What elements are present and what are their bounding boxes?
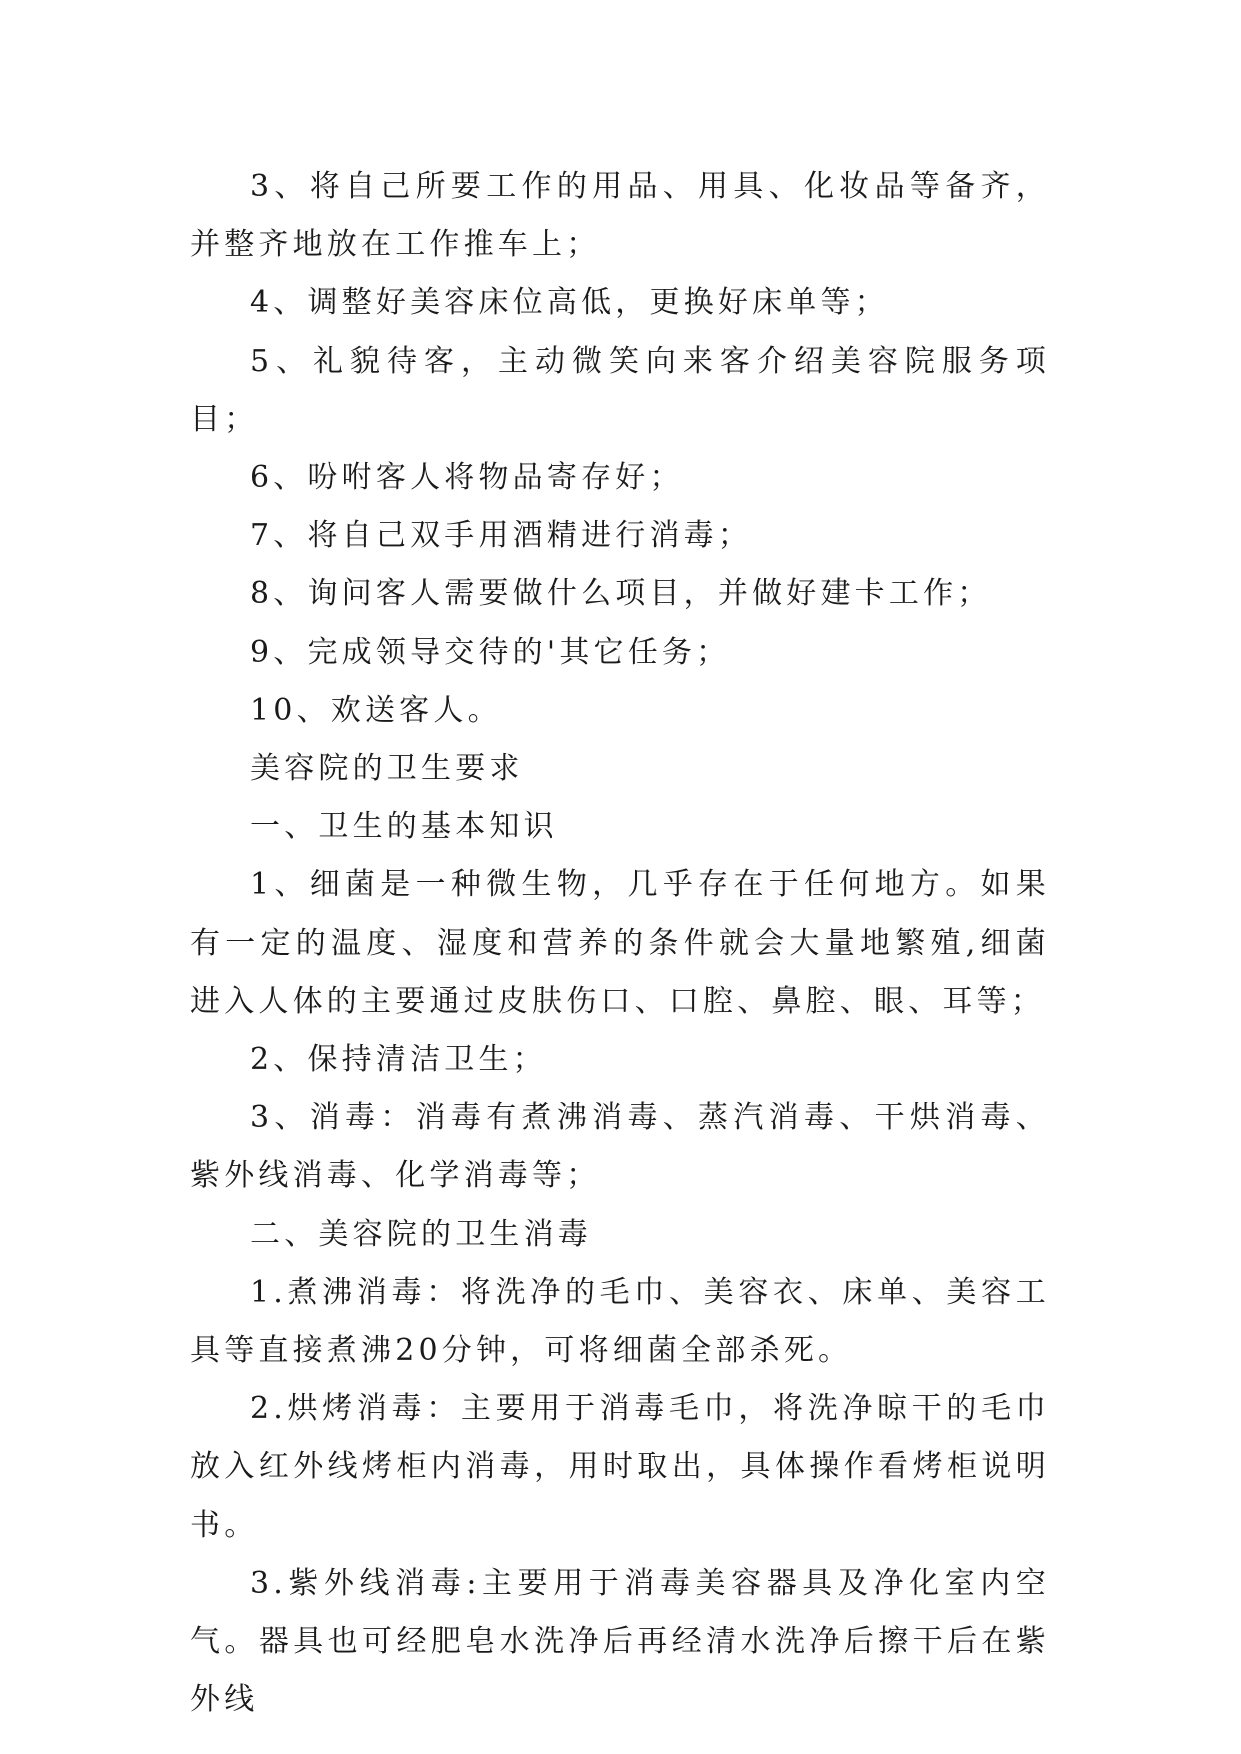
paragraph: 4、调整好美容床位高低，更换好床单等； [250, 285, 889, 321]
paragraph: 3、消毒：消毒有煮沸消毒、蒸汽消毒、干烘消毒、紫外线消毒、化学消毒等； [190, 1100, 1050, 1194]
section-heading: 美容院的卫生要求 [250, 751, 524, 787]
paragraph: 1.煮沸消毒：将洗净的毛巾、美容衣、床单、美容工具等直接煮沸20分钟，可将细菌全部杀死。 [190, 1274, 1050, 1369]
paragraph: 1、细菌是一种微生物，几乎存在于任何地方。如果有一定的温度、湿度和营养的条件就会大量地繁殖,细菌进入人体的主要通过皮肤伤口、口腔、鼻腔、眼、耳等； [190, 867, 1050, 1019]
paragraph: 2.烘烤消毒：主要用于消毒毛巾，将洗净晾干的毛巾放入红外线烤柜内消毒，用时取出，具体操作看烤柜说明书。 [190, 1391, 1050, 1543]
document-body [190, 158, 1050, 1729]
paragraph: 3、将自己所要工作的用品、用具、化妆品等备齐，并整齐地放在工作推车上； [190, 169, 1050, 263]
paragraph: 10、欢送客人。 [250, 692, 502, 728]
paragraph: 9、完成领导交待的'其它任务； [250, 634, 731, 670]
paragraph: 8、询问客人需要做什么项目，并做好建卡工作； [250, 576, 992, 612]
paragraph: 5、礼貌待客，主动微笑向来客介绍美容院服务项目； [190, 343, 1050, 437]
paragraph: 2、保持清洁卫生； [250, 1042, 547, 1078]
section-heading: 一、卫生的基本知识 [250, 809, 558, 845]
section-heading: 二、美容院的卫生消毒 [250, 1216, 592, 1252]
paragraph: 7、将自己双手用酒精进行消毒； [250, 518, 753, 554]
paragraph: 3.紫外线消毒:主要用于消毒美容器具及净化室内空气。器具也可经肥皂水洗净后再经清水洗净后擦干后在紫外线 [190, 1565, 1050, 1718]
paragraph: 6、吩咐客人将物品寄存好； [250, 460, 684, 496]
